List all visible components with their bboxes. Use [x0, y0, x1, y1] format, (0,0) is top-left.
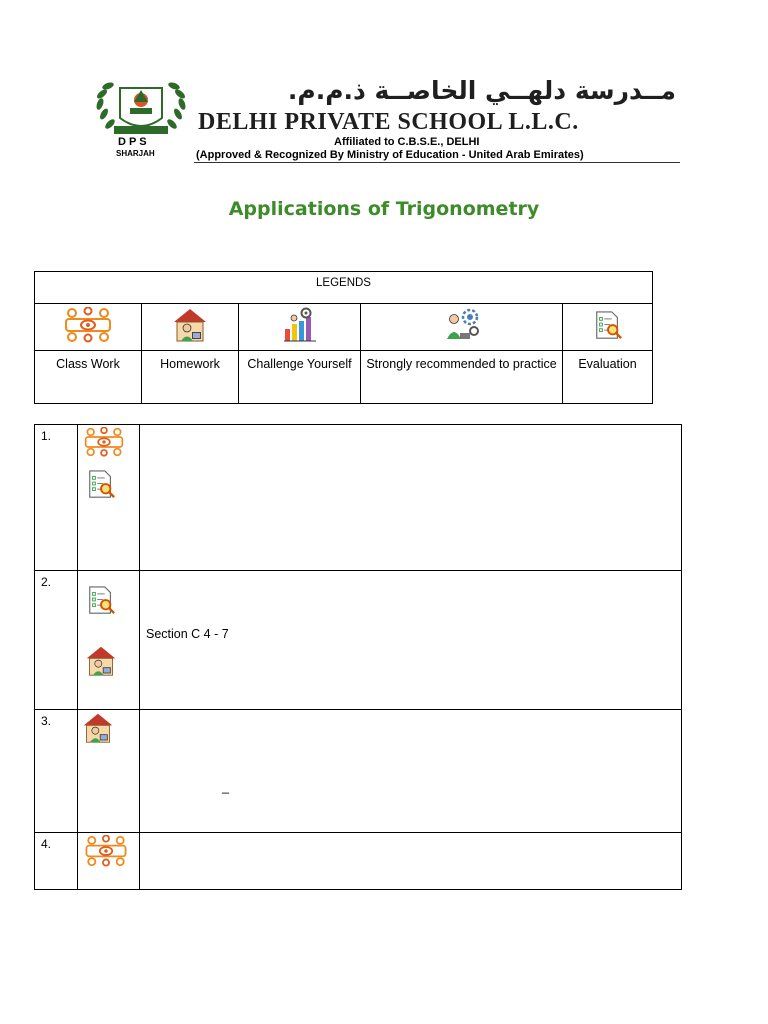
task-number: 4.: [35, 833, 78, 890]
school-name-arabic: مــدرسة دلهــي الخاصــة ذ.م.م.: [287, 76, 676, 105]
letterhead-rule: [194, 162, 680, 163]
task-content: [140, 571, 682, 710]
task-content: [140, 710, 682, 833]
task-icons: [78, 833, 140, 890]
task-number: 1.: [35, 425, 78, 571]
task-row: [35, 710, 682, 833]
task-icons: [78, 710, 140, 833]
legend-icon-cell: [361, 304, 563, 351]
task-row: [35, 571, 682, 710]
classwork-icon: [63, 307, 113, 343]
page-title: Applications of Trigonometry: [228, 198, 540, 220]
legend-table: [34, 271, 653, 404]
classwork-icon: [84, 427, 124, 457]
task-icons: [78, 571, 140, 710]
letterhead: [90, 72, 682, 164]
legend-label-challenge: Challenge Yourself: [239, 351, 361, 404]
legend-heading: LEGENDS: [35, 272, 653, 304]
homework-icon: [172, 307, 208, 343]
task-content: [140, 425, 682, 571]
homework-icon: [82, 712, 114, 744]
approval-line: (Approved & Recognized By Ministry of Education - United Arab Emirates): [196, 149, 584, 161]
legend-icon-cell: [239, 304, 361, 351]
legend-icon-cell: [142, 304, 239, 351]
homework-icon: [85, 645, 117, 677]
evaluation-icon: [86, 469, 116, 499]
classwork-icon: [84, 835, 128, 867]
legend-label-classwork: Class Work: [35, 351, 142, 404]
legend-label-homework: Homework: [142, 351, 239, 404]
task-table: [34, 424, 682, 890]
crest-city: SHARJAH: [116, 149, 155, 158]
practice-icon: [444, 307, 480, 343]
task-text: Section C 4 - 7: [146, 627, 229, 641]
task-number: 3.: [35, 710, 78, 833]
task-number: 2.: [35, 571, 78, 710]
crest-abbreviation: DPS: [118, 136, 150, 148]
legend-icon-cell: [563, 304, 653, 351]
evaluation-icon: [86, 585, 116, 615]
task-text: _: [222, 780, 229, 794]
task-content: [140, 833, 682, 890]
task-icons: [78, 425, 140, 571]
evaluation-icon: [593, 310, 623, 340]
affiliation-line: Affiliated to C.B.S.E., DELHI: [334, 136, 480, 148]
task-row: [35, 833, 682, 890]
task-row: [35, 425, 682, 571]
challenge-icon: [282, 307, 318, 343]
school-name: DELHI PRIVATE SCHOOL L.L.C.: [198, 109, 579, 135]
legend-label-practice: Strongly recommended to practice: [361, 351, 563, 404]
legend-label-evaluation: Evaluation: [563, 351, 653, 404]
legend-icon-cell: [35, 304, 142, 351]
